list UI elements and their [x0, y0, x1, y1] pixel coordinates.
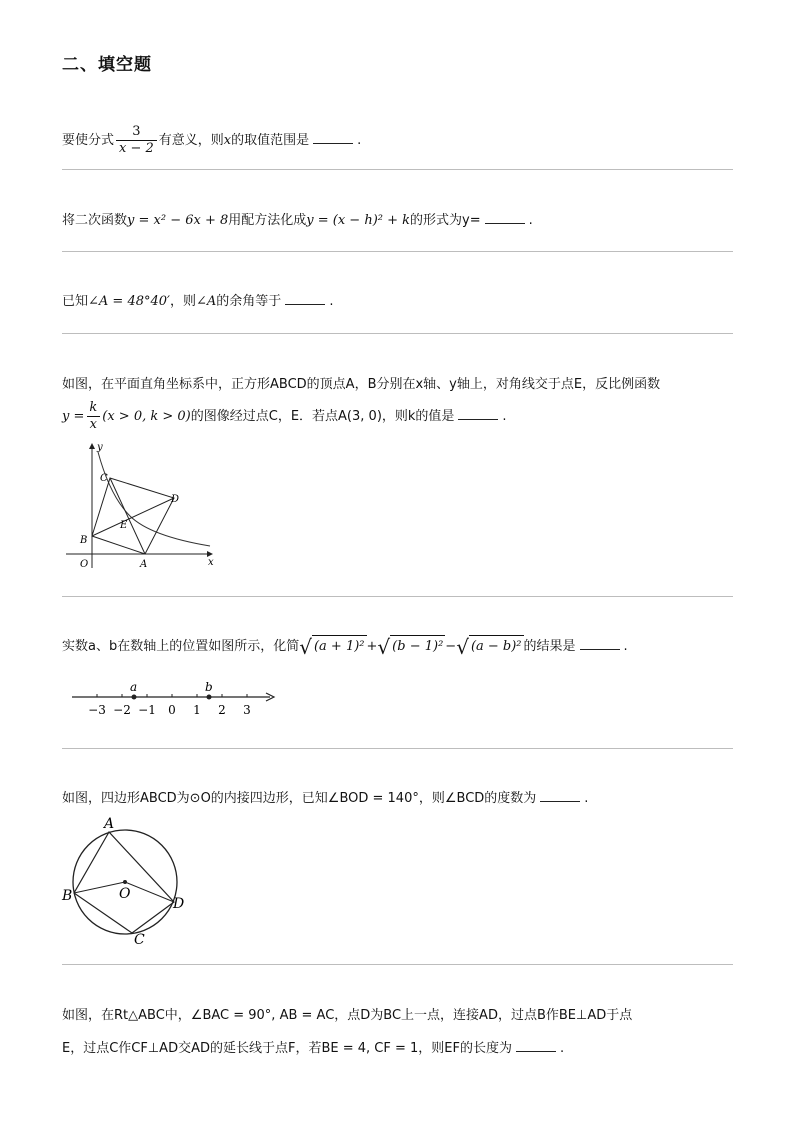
q3-end: .: [329, 294, 334, 309]
q4-fraction: [86, 400, 100, 433]
q4-frac-den: x: [87, 416, 100, 433]
q3-suffix: 的余角等于: [216, 294, 282, 309]
q4-answer-blank[interactable]: [458, 407, 498, 420]
q6-label-c: C: [134, 932, 145, 948]
q5-plus: +: [366, 639, 378, 654]
q5-sqrt-2: √ (b − 1)²: [377, 634, 444, 659]
q3-answer-blank[interactable]: [285, 292, 325, 305]
q2-suffix: 的形式为y=: [410, 213, 481, 228]
q6-label-o: O: [119, 886, 131, 902]
q4-diagonal-bd: [92, 498, 174, 536]
q4-diagonal-ac: [110, 478, 145, 554]
q2-end: .: [528, 213, 533, 228]
q6-figure: [60, 814, 195, 948]
q6-answer-blank[interactable]: [540, 789, 580, 802]
q5-point-b: [207, 695, 212, 700]
q5-point-a: [132, 695, 137, 700]
q1-frac-num: 3: [132, 124, 141, 139]
q2-prefix: 将二次函数: [62, 213, 128, 228]
q5-tick-label: −1: [138, 703, 156, 717]
question-4-line1: 如图，在平面直角坐标系中，正方形ABCD的顶点A，B分别在x轴、y轴上，对角线交于点E，反比例函数: [62, 377, 661, 392]
divider-2: [62, 251, 733, 252]
q3-angle2: ∠A: [196, 294, 217, 309]
q4-label-d: D: [171, 494, 180, 505]
q2-answer-blank[interactable]: [485, 211, 525, 224]
q6-line-ob: [74, 882, 125, 893]
q1-suffix: 的取值范围是: [231, 133, 310, 148]
q5-label-b: b: [205, 680, 213, 694]
q2-func: y = x² − 6x + 8: [127, 213, 229, 228]
q1-var: x: [223, 133, 232, 148]
q4-label-e: E: [120, 520, 128, 531]
q6-text: 如图，四边形ABCD为⊙O的内接四边形，已知∠BOD = 140°，则∠BCD的度数为: [62, 791, 537, 806]
question-4-line2: [62, 400, 507, 433]
q4-square: [92, 478, 174, 554]
q1-prefix: 要使分式: [62, 133, 115, 148]
q4-cond: (x > 0, k > 0): [102, 409, 191, 424]
q7-line2: E，过点C作CF⊥AD交AD的延长线于点F，若BE = 4, CF = 1，则EF的长度为: [62, 1041, 512, 1056]
q4-label-a: A: [140, 559, 148, 570]
question-3: [62, 292, 333, 312]
divider-6: [62, 964, 733, 965]
divider-1: [62, 169, 733, 170]
q7-answer-blank[interactable]: [516, 1039, 556, 1052]
q3-angle: ∠A = 48°40′: [88, 294, 170, 309]
q1-frac-den: x − 2: [116, 140, 157, 157]
q5-tick-label: 0: [168, 703, 176, 717]
q4-hyperbola: [98, 452, 210, 546]
q5-suffix: 的结果是: [523, 639, 576, 654]
q1-fraction: [116, 124, 157, 157]
q3-prefix: 已知: [62, 294, 89, 309]
q4-label-c: C: [100, 473, 108, 484]
q1-mid: 有意义，则: [158, 133, 224, 148]
q5-tick-label: 2: [218, 703, 226, 717]
q5-number-line: [70, 676, 280, 720]
q2-form: y = (x − h)² + k: [306, 213, 411, 228]
question-6: [62, 789, 588, 809]
divider-3: [62, 333, 733, 334]
q5-end: .: [623, 639, 628, 654]
q5-label-a: a: [130, 680, 138, 694]
q5-prefix: 实数a、b在数轴上的位置如图所示，化简: [62, 639, 300, 654]
q1-answer-blank[interactable]: [313, 131, 353, 144]
q4-label-b: B: [80, 535, 88, 546]
divider-4: [62, 596, 733, 597]
q3-mid: ，则: [170, 294, 197, 309]
q4-figure: [60, 436, 225, 574]
question-5: [62, 634, 628, 660]
q6-label-b: B: [62, 888, 73, 904]
q5-tick-label: −2: [113, 703, 131, 717]
q5-answer-blank[interactable]: [580, 637, 620, 650]
q4-line2: 的图像经过点C，E．若点A(3, 0)，则k的值是: [190, 409, 455, 424]
q7-end: .: [559, 1041, 565, 1056]
q6-label-d: D: [173, 896, 185, 912]
q4-frac-num: k: [89, 400, 98, 415]
question-7-line1: 如图，在Rt△ABC中，∠BAC = 90°, AB = AC，点D为BC上一点，连接AD，过点B作BE⊥AD于点: [62, 1008, 633, 1023]
q6-center-dot: [123, 880, 127, 884]
section-title: 二、填空题: [62, 55, 152, 75]
q4-y-eq: y =: [62, 409, 85, 424]
q6-end: .: [584, 791, 589, 806]
q4-label-y: y: [97, 442, 103, 453]
q1-end: .: [357, 133, 362, 148]
divider-5: [62, 748, 733, 749]
q4-label-x: x: [208, 557, 214, 568]
q4-end: .: [502, 409, 507, 424]
q5-minus: −: [445, 639, 457, 654]
q6-line-od: [125, 882, 174, 902]
question-7-line2: [62, 1039, 564, 1059]
q5-sqrt-3: √ (a − b)²: [456, 634, 522, 659]
q5-sqrt-1: √ (a + 1)²: [299, 634, 365, 659]
q6-label-a: A: [104, 816, 115, 832]
q4-label-o: O: [80, 559, 89, 570]
q2-mid: 用配方法化成: [228, 213, 307, 228]
q5-tick-label: 1: [193, 703, 201, 717]
q5-tick-label: −3: [88, 703, 106, 717]
q5-tick-label: 3: [243, 703, 251, 717]
question-1: [62, 124, 361, 157]
question-2: [62, 211, 533, 231]
